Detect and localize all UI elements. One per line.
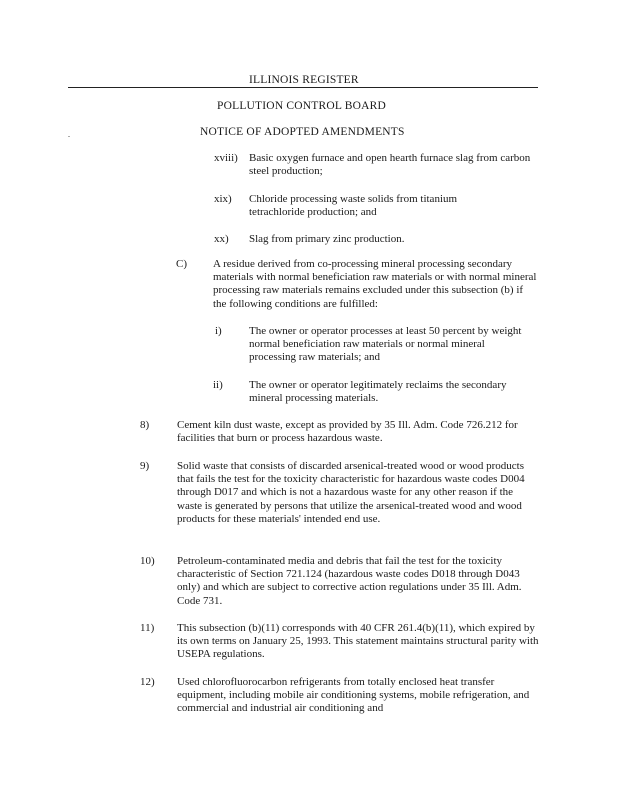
item-text: Used chlorofluorocarbon refrigerants from totally enclosed heat transfer equipment, including mobile air conditioning systems, mobile refrigeration, and commercial and industrial air conditioning and bbox=[177, 676, 530, 715]
item-text: Cement kiln dust waste, except as provided by 35 Ill. Adm. Code 726.212 for facilities that burn or process hazardous waste. bbox=[177, 419, 518, 445]
item-number: 11) bbox=[140, 622, 155, 634]
item-number: 9) bbox=[140, 460, 150, 472]
item-number: ii) bbox=[213, 379, 223, 391]
board-title: POLLUTION CONTROL BOARD bbox=[217, 100, 387, 112]
item-number: xix) bbox=[214, 193, 232, 205]
item-number: xviii) bbox=[214, 152, 238, 164]
item-text: Slag from primary zinc production. bbox=[249, 233, 405, 245]
item-text: Chloride processing waste solids from titanium tetrachloride production; and bbox=[249, 193, 458, 219]
item-number: 12) bbox=[140, 676, 155, 688]
notice-title: NOTICE OF ADOPTED AMENDMENTS bbox=[200, 126, 405, 138]
register-title: ILLINOIS REGISTER bbox=[249, 74, 359, 86]
item-number: 8) bbox=[140, 419, 150, 431]
margin-mark: . bbox=[68, 130, 70, 139]
item-text: The owner or operator legitimately reclaims the secondary mineral processing materials. bbox=[249, 379, 507, 405]
item-text: A residue derived from co-processing mineral processing secondary materials with normal beneficiation raw materials or with normal mineral processing raw materials remains excluded under this subsection (b) if the following conditions are fulfilled: bbox=[213, 258, 537, 310]
item-text: Petroleum-contaminated media and debris that fail the test for the toxicity characteristic of Section 721.124 (hazardous waste codes D018 through D043 only) and which are subject to corrective action regulations under 35 Ill. Adm. Code 731. bbox=[177, 555, 522, 607]
item-number: i) bbox=[215, 325, 222, 337]
item-text: This subsection (b)(11) corresponds with 40 CFR 261.4(b)(11), which expired by its own terms on January 25, 1993. This statement maintains structural parity with USEPA regulations. bbox=[177, 622, 539, 661]
item-text: Basic oxygen furnace and open hearth furnace slag from carbon steel production; bbox=[249, 152, 531, 178]
item-number: 10) bbox=[140, 555, 155, 567]
header-rule bbox=[68, 87, 538, 88]
item-number: xx) bbox=[214, 233, 229, 245]
item-text: The owner or operator processes at least 50 percent by weight normal beneficiation raw materials or normal mineral processing raw materials; and bbox=[249, 325, 522, 364]
item-number: C) bbox=[176, 258, 187, 270]
item-text: Solid waste that consists of discarded arsenical-treated wood or wood products that fails the test for the toxicity characteristic for hazardous waste codes D004 through D017 and which is not a hazardous waste for any other reason if the waste is generated by persons that utilize the arsenical-treated wood and wood products for these materials' intended end use. bbox=[177, 460, 525, 525]
